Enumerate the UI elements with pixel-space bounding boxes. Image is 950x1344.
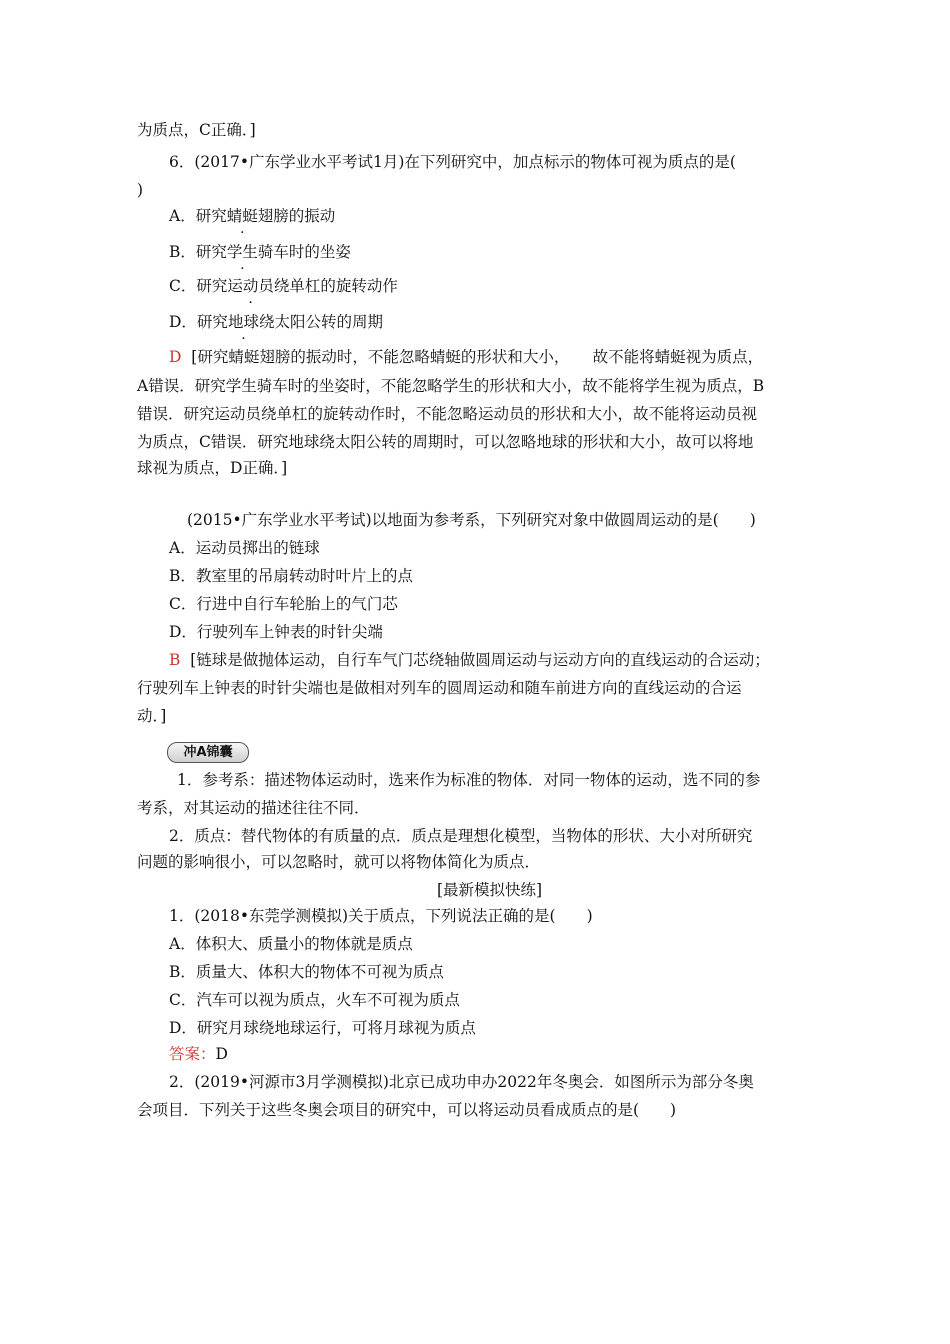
q2015-explanation-line-2: 行驶列车上钟表的时针尖端也是做相对列车的圆周运动和随车前进方向的直线运动的合运 <box>137 679 742 697</box>
dotted-subject: 地球 <box>227 313 259 331</box>
q6-explanation-line-3: 错误．研究运动员绕单杠的旋转动作时，不能忽略运动员的形状和大小，故不能将运动员视 <box>137 405 758 423</box>
m1-option-c: C．汽车可以视为质点，火车不可视为质点 <box>169 991 460 1009</box>
dotted-subject: 运动员 <box>227 277 274 295</box>
q2015-explanation-line-3: 动．] <box>137 707 167 725</box>
explanation-text: [链球是做抛体运动，自行车气门芯绕轴做圆周运动与运动方向的直线运动的合运动； <box>190 651 770 669</box>
q6-option-a <box>169 206 335 226</box>
dotted-subject: 学生 <box>226 243 258 261</box>
answer-value: D <box>215 1045 228 1063</box>
q2015-option-d: D．行驶列车上钟表的时针尖端 <box>169 623 383 641</box>
q6-stem-close: ) <box>137 181 144 199</box>
answer-letter: D <box>169 348 182 366</box>
q2015-option-a: A．运动员掷出的链球 <box>169 539 320 557</box>
tip-2-line-1: 2．质点：替代物体的有质量的点．质点是理想化模型，当物体的形状、大小对所研究 <box>169 827 753 845</box>
answer-label: 答案： <box>169 1045 216 1063</box>
q2015-option-b: B．教室里的吊扇转动时叶片上的点 <box>169 567 413 585</box>
q6-explanation-line-5: 球视为质点，D正确．] <box>137 459 288 477</box>
q6-explanation-line-1 <box>169 347 763 367</box>
tip-1-line-1: 1．参考系：描述物体运动时，选来作为标准的物体．对同一物体的运动，选不同的参 <box>177 771 761 789</box>
q6-option-c <box>169 276 398 296</box>
prev-answer-tail: 为质点，C正确．] <box>137 121 256 139</box>
q6-option-d <box>169 312 383 332</box>
explanation-text: [研究蜻蜓翅膀的振动时，不能忽略蜻蜓的形状和大小， 故不能将蜻蜓视为质点， <box>191 348 764 366</box>
option-text: D．研究 <box>169 313 228 331</box>
q6-stem: 6．(2017•广东学业水平考试1月)在下列研究中，加点标示的物体可视为质点的是( <box>169 153 736 171</box>
m2-stem-line-2: 会项目．下列关于这些冬奥会项目的研究中，可以将运动员看成质点的是( ) <box>137 1101 677 1119</box>
answer-letter: B <box>169 651 181 669</box>
option-text: 骑车时的坐姿 <box>257 243 351 261</box>
option-text: 翅膀的振动 <box>257 207 336 225</box>
m1-option-a: A．体积大、质量小的物体就是质点 <box>169 935 413 953</box>
dotted-subject: 蜻蜓 <box>226 207 258 225</box>
tip-2-line-2: 问题的影响很小，可以忽略时，就可以将物体简化为质点． <box>137 853 541 871</box>
option-text: 绕单杠的旋转动作 <box>273 277 398 295</box>
m2-stem-line-1: 2．(2019•河源市3月学测模拟)北京已成功申办2022年冬奥会．如图所示为部分冬奥 <box>169 1073 754 1091</box>
q6-explanation-line-2: A错误．研究学生骑车时的坐姿时，不能忽略学生的形状和大小，故不能将学生视为质点，B <box>137 377 765 395</box>
q6-option-b <box>169 242 351 262</box>
option-text: B．研究 <box>169 243 227 261</box>
m1-option-b: B．质量大、体积大的物体不可视为质点 <box>169 963 444 981</box>
q2015-option-c: C．行进中自行车轮胎上的气门芯 <box>169 595 398 613</box>
option-text: C．研究 <box>169 277 228 295</box>
m1-option-d: D．研究月球绕地球运行，可将月球视为质点 <box>169 1019 476 1037</box>
q2015-explanation-line-1 <box>169 650 770 670</box>
section-title: [最新模拟快练] <box>437 881 543 899</box>
option-text: 绕太阳公转的周期 <box>258 313 383 331</box>
m1-stem: 1．(2018•东莞学测模拟)关于质点，下列说法正确的是( ) <box>169 907 593 925</box>
tip-1-line-2: 考系，对其运动的描述往往不同． <box>137 799 370 817</box>
m1-answer <box>169 1044 228 1064</box>
q2015-stem: (2015•广东学业水平考试)以地面为参考系，下列研究对象中做圆周运动的是( ) <box>187 511 756 529</box>
option-text: A．研究 <box>169 207 227 225</box>
tips-badge: 冲A锦囊 <box>167 742 249 763</box>
q6-explanation-line-4: 为质点，C错误．研究地球绕太阳公转的周期时，可以忽略地球的形状和大小，故可以将地 <box>137 433 754 451</box>
